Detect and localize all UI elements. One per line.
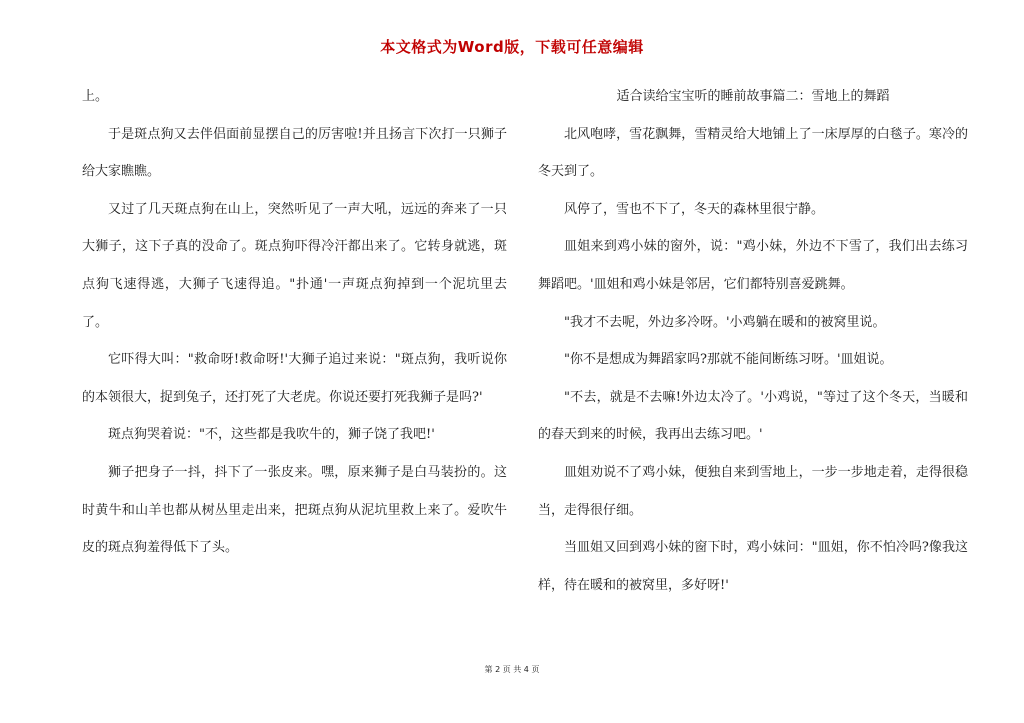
paragraph: 于是斑点狗又去伴侣面前显摆自己的厉害啦!并且扬言下次打一只狮子给大家瞧瞧。 <box>82 126 507 180</box>
paragraph: 北风咆哮，雪花飘舞，雪精灵给大地铺上了一床厚厚的白毯子。寒冷的冬天到了。 <box>538 126 968 180</box>
paragraph: 皿姐劝说不了鸡小妹，便独自来到雪地上，一步一步地走着，走得很稳当，走得很仔细。 <box>538 464 968 518</box>
left-column <box>82 78 507 567</box>
paragraph: 又过了几天斑点狗在山上，突然听见了一声大吼，远远的奔来了一只大狮子，这下子真的没命了。斑点狗吓得冷汗都出来了。它转身就逃，斑点狗飞速得逃，大狮子飞速得追。"扑通'一声斑点狗掉到一个泥坑里去了。 <box>82 201 507 330</box>
right-column <box>538 78 968 604</box>
paragraph: "我才不去呢，外边多冷呀。'小鸡躺在暖和的被窝里说。 <box>564 314 886 330</box>
paragraph: 斑点狗哭着说："不，这些都是我吹牛的，狮子饶了我吧!' <box>108 427 435 443</box>
paragraph: 当皿姐又回到鸡小妹的窗下时，鸡小妹问："皿姐，你不怕冷吗?像我这样，待在暖和的被窝里，多好呀!' <box>538 540 968 593</box>
word-format-banner: 本文格式为Word版，下载可任意编辑 <box>380 38 644 56</box>
paragraph: "你不是想成为舞蹈家吗?那就不能间断练习呀。'皿姐说。 <box>564 352 893 368</box>
story-title: 适合读给宝宝听的睡前故事篇二：雪地上的舞蹈 <box>616 89 890 104</box>
paragraph: 风停了，雪也不下了，冬天的森林里很宁静。 <box>564 201 825 217</box>
paragraph: 狮子把身子一抖，抖下了一张皮来。嘿，原来狮子是白马装扮的。这时黄牛和山羊也都从树丛里走出来，把斑点狗从泥坑里救上来了。爱吹牛皮的斑点狗羞得低下了头。 <box>82 464 507 556</box>
page-number: 第 2 页 共 4 页 <box>484 665 540 674</box>
paragraph: 皿姐来到鸡小妹的窗外，说："鸡小妹，外边不下雪了，我们出去练习舞蹈吧。'皿姐和鸡小妹是邻居，它们都特别喜爱跳舞。 <box>538 239 968 292</box>
paragraph: "不去，就是不去嘛!外边太冷了。'小鸡说，"等过了这个冬天，当暖和的春天到来的时候，我再出去练习吧。' <box>538 389 968 443</box>
paragraph: 它吓得大叫："救命呀!救命呀!'大狮子追过来说："斑点狗，我听说你的本领很大，捉到兔子，还打死了大老虎。你说还要打死我狮子是吗?' <box>82 352 507 405</box>
paragraph: 上。 <box>82 89 109 104</box>
